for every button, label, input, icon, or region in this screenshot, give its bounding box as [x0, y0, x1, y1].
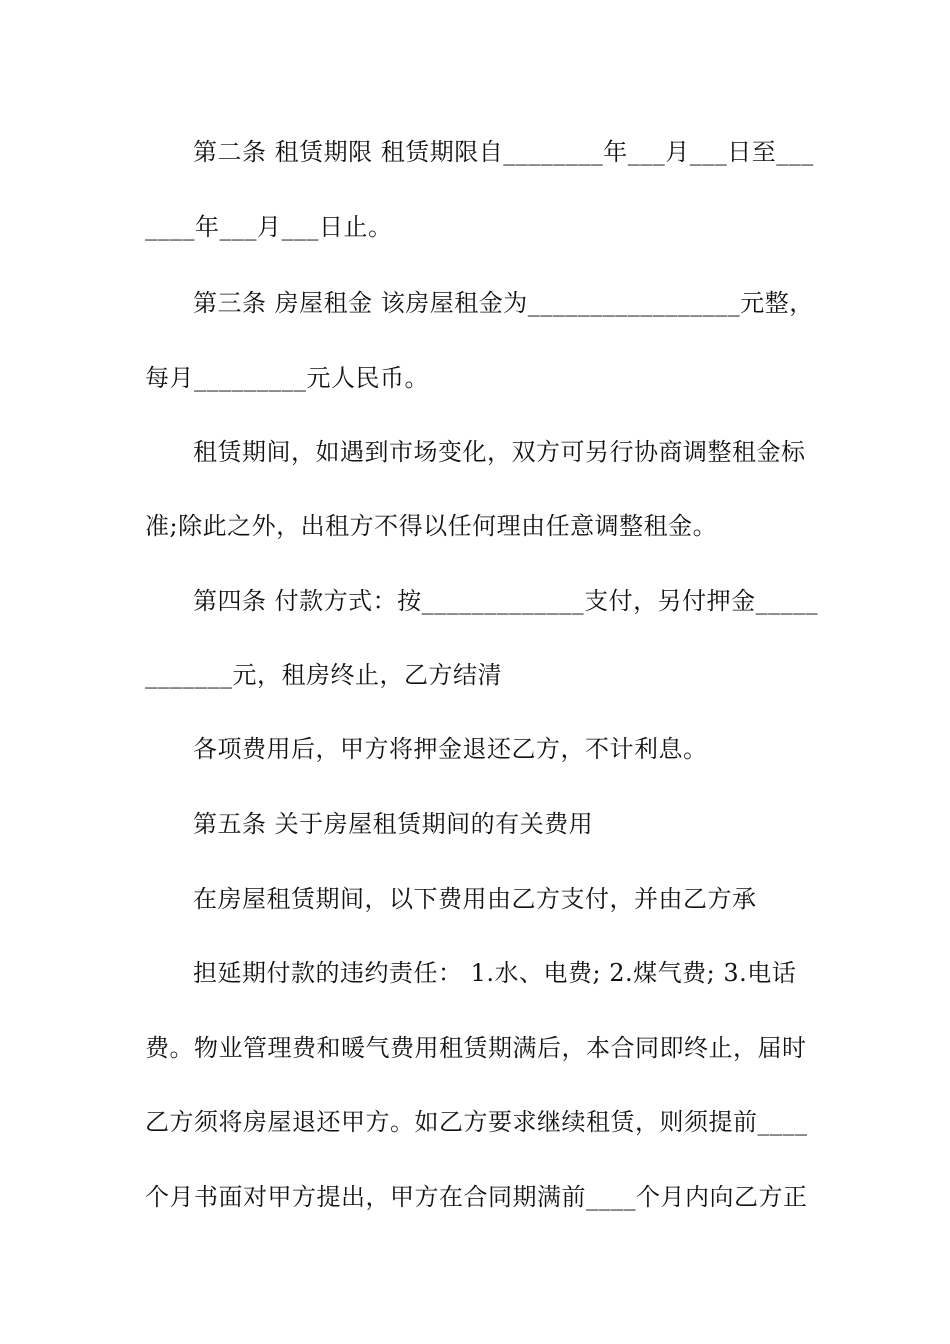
fees-list: 担延期付款的违约责任： 1.水、电费; 2.煤气费; 3.电话 [193, 959, 797, 987]
clause-3-monthly-rent: 每月_________元人民币。 [145, 364, 429, 392]
rent-adjustment-paragraph: 租赁期间，如遇到市场变化，双方可另行协商调整租金标 [193, 438, 806, 466]
clause-5-heading: 第五条 关于房屋租赁期间的有关费用 [193, 810, 594, 838]
clause-3-rent: 第三条 房屋租金 该房屋租金为_________________元整， [193, 289, 814, 317]
fees-paragraph: 在房屋租赁期间，以下费用由乙方支付，并由乙方承 [193, 885, 757, 913]
clause-4-deposit: _______元，租房终止，乙方结清 [145, 661, 502, 689]
clause-4-payment: 第四条 付款方式：按_____________支付，另付押金_____ [193, 587, 819, 615]
rent-adjustment-paragraph-cont: 准;除此之外，出租方不得以任何理由任意调整租金。 [145, 512, 718, 540]
clause-2-lease-term-end: ____年___月___日止。 [145, 213, 393, 241]
fees-list-cont: 费。物业管理费和暖气费用租赁期满后，本合同即终止，届时 [145, 1034, 807, 1062]
renewal-paragraph-cont: 个月书面对甲方提出，甲方在合同期满前____个月内向乙方正 [145, 1183, 808, 1211]
deposit-refund-paragraph: 各项费用后，甲方将押金退还乙方，不计利息。 [193, 735, 708, 763]
clause-2-lease-term: 第二条 租赁期限 租赁期限自________年___月___日至___ [193, 138, 814, 166]
renewal-paragraph: 乙方须将房屋退还甲方。如乙方要求继续租赁，则须提前____ [145, 1108, 808, 1136]
